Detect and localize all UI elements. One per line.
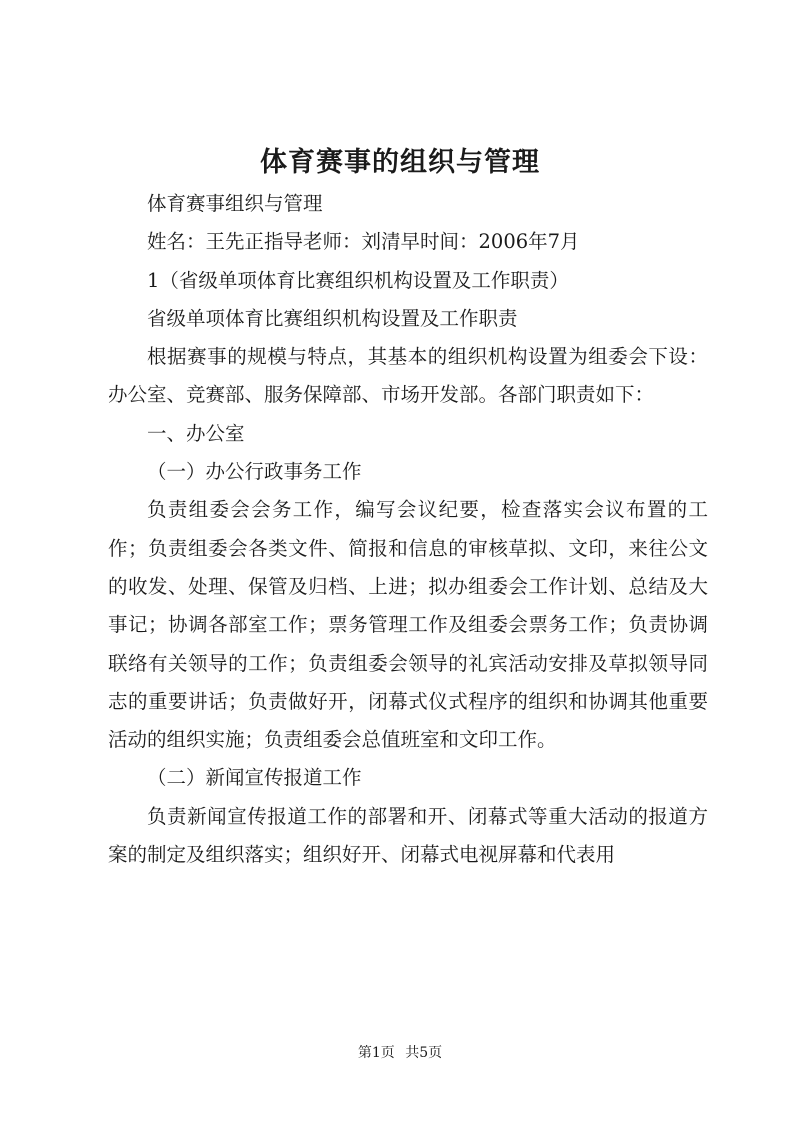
subheading-admin-affairs: （一）办公行政事务工作	[147, 460, 362, 484]
paragraph-admin-duties: 负责组委会会务工作，编写会议纪要，检查落实会议布置的工作；负责组委会各类文件、简报和信息的审核草拟、文印，来往公文的收发、处理、保管及归档、上进；拟办组委会工作计划、总结及大事记；协调各部室工作；票务管理工作及组委会票务工作；负责协调联络有关领导的工作；负责组委会领导的礼宾活动安排及草拟领导同志的重要讲话；负责做好开，闭幕式仪式程序的组织和协调其他重要活动的组织实施；负责组委会总值班室和文印工作。	[108, 498, 708, 752]
subheading-news-publicity: （二）新闻宣传报道工作	[147, 766, 362, 790]
paragraph-intro: 根据赛事的规模与特点，其基本的组织机构设置为组委会下设：办公室、竞赛部、服务保障部、市场开发部。各部门职责如下：	[108, 345, 708, 407]
paragraph-section-heading: 省级单项体育比赛组织机构设置及工作职责	[147, 306, 518, 330]
paragraph-author-info: 姓名：王先正指导老师：刘清早时间：2006年7月	[147, 230, 580, 254]
heading-office: 一、办公室	[147, 421, 245, 445]
document-title: 体育赛事的组织与管理	[260, 147, 540, 178]
paragraph-subtitle: 体育赛事组织与管理	[147, 192, 323, 215]
paragraph-news-duties: 负责新闻宣传报道工作的部署和开、闭幕式等重大活动的报道方案的制定及组织落实；组织好开、闭幕式电视屏幕和代表用	[108, 804, 708, 867]
page-total: 共5页	[405, 1045, 443, 1061]
paragraph-section-ref: 1（省级单项体育比赛组织机构设置及工作职责）	[147, 268, 569, 292]
document-body	[108, 185, 708, 874]
page-number: 第1页	[357, 1045, 395, 1061]
page-footer	[0, 1042, 800, 1062]
